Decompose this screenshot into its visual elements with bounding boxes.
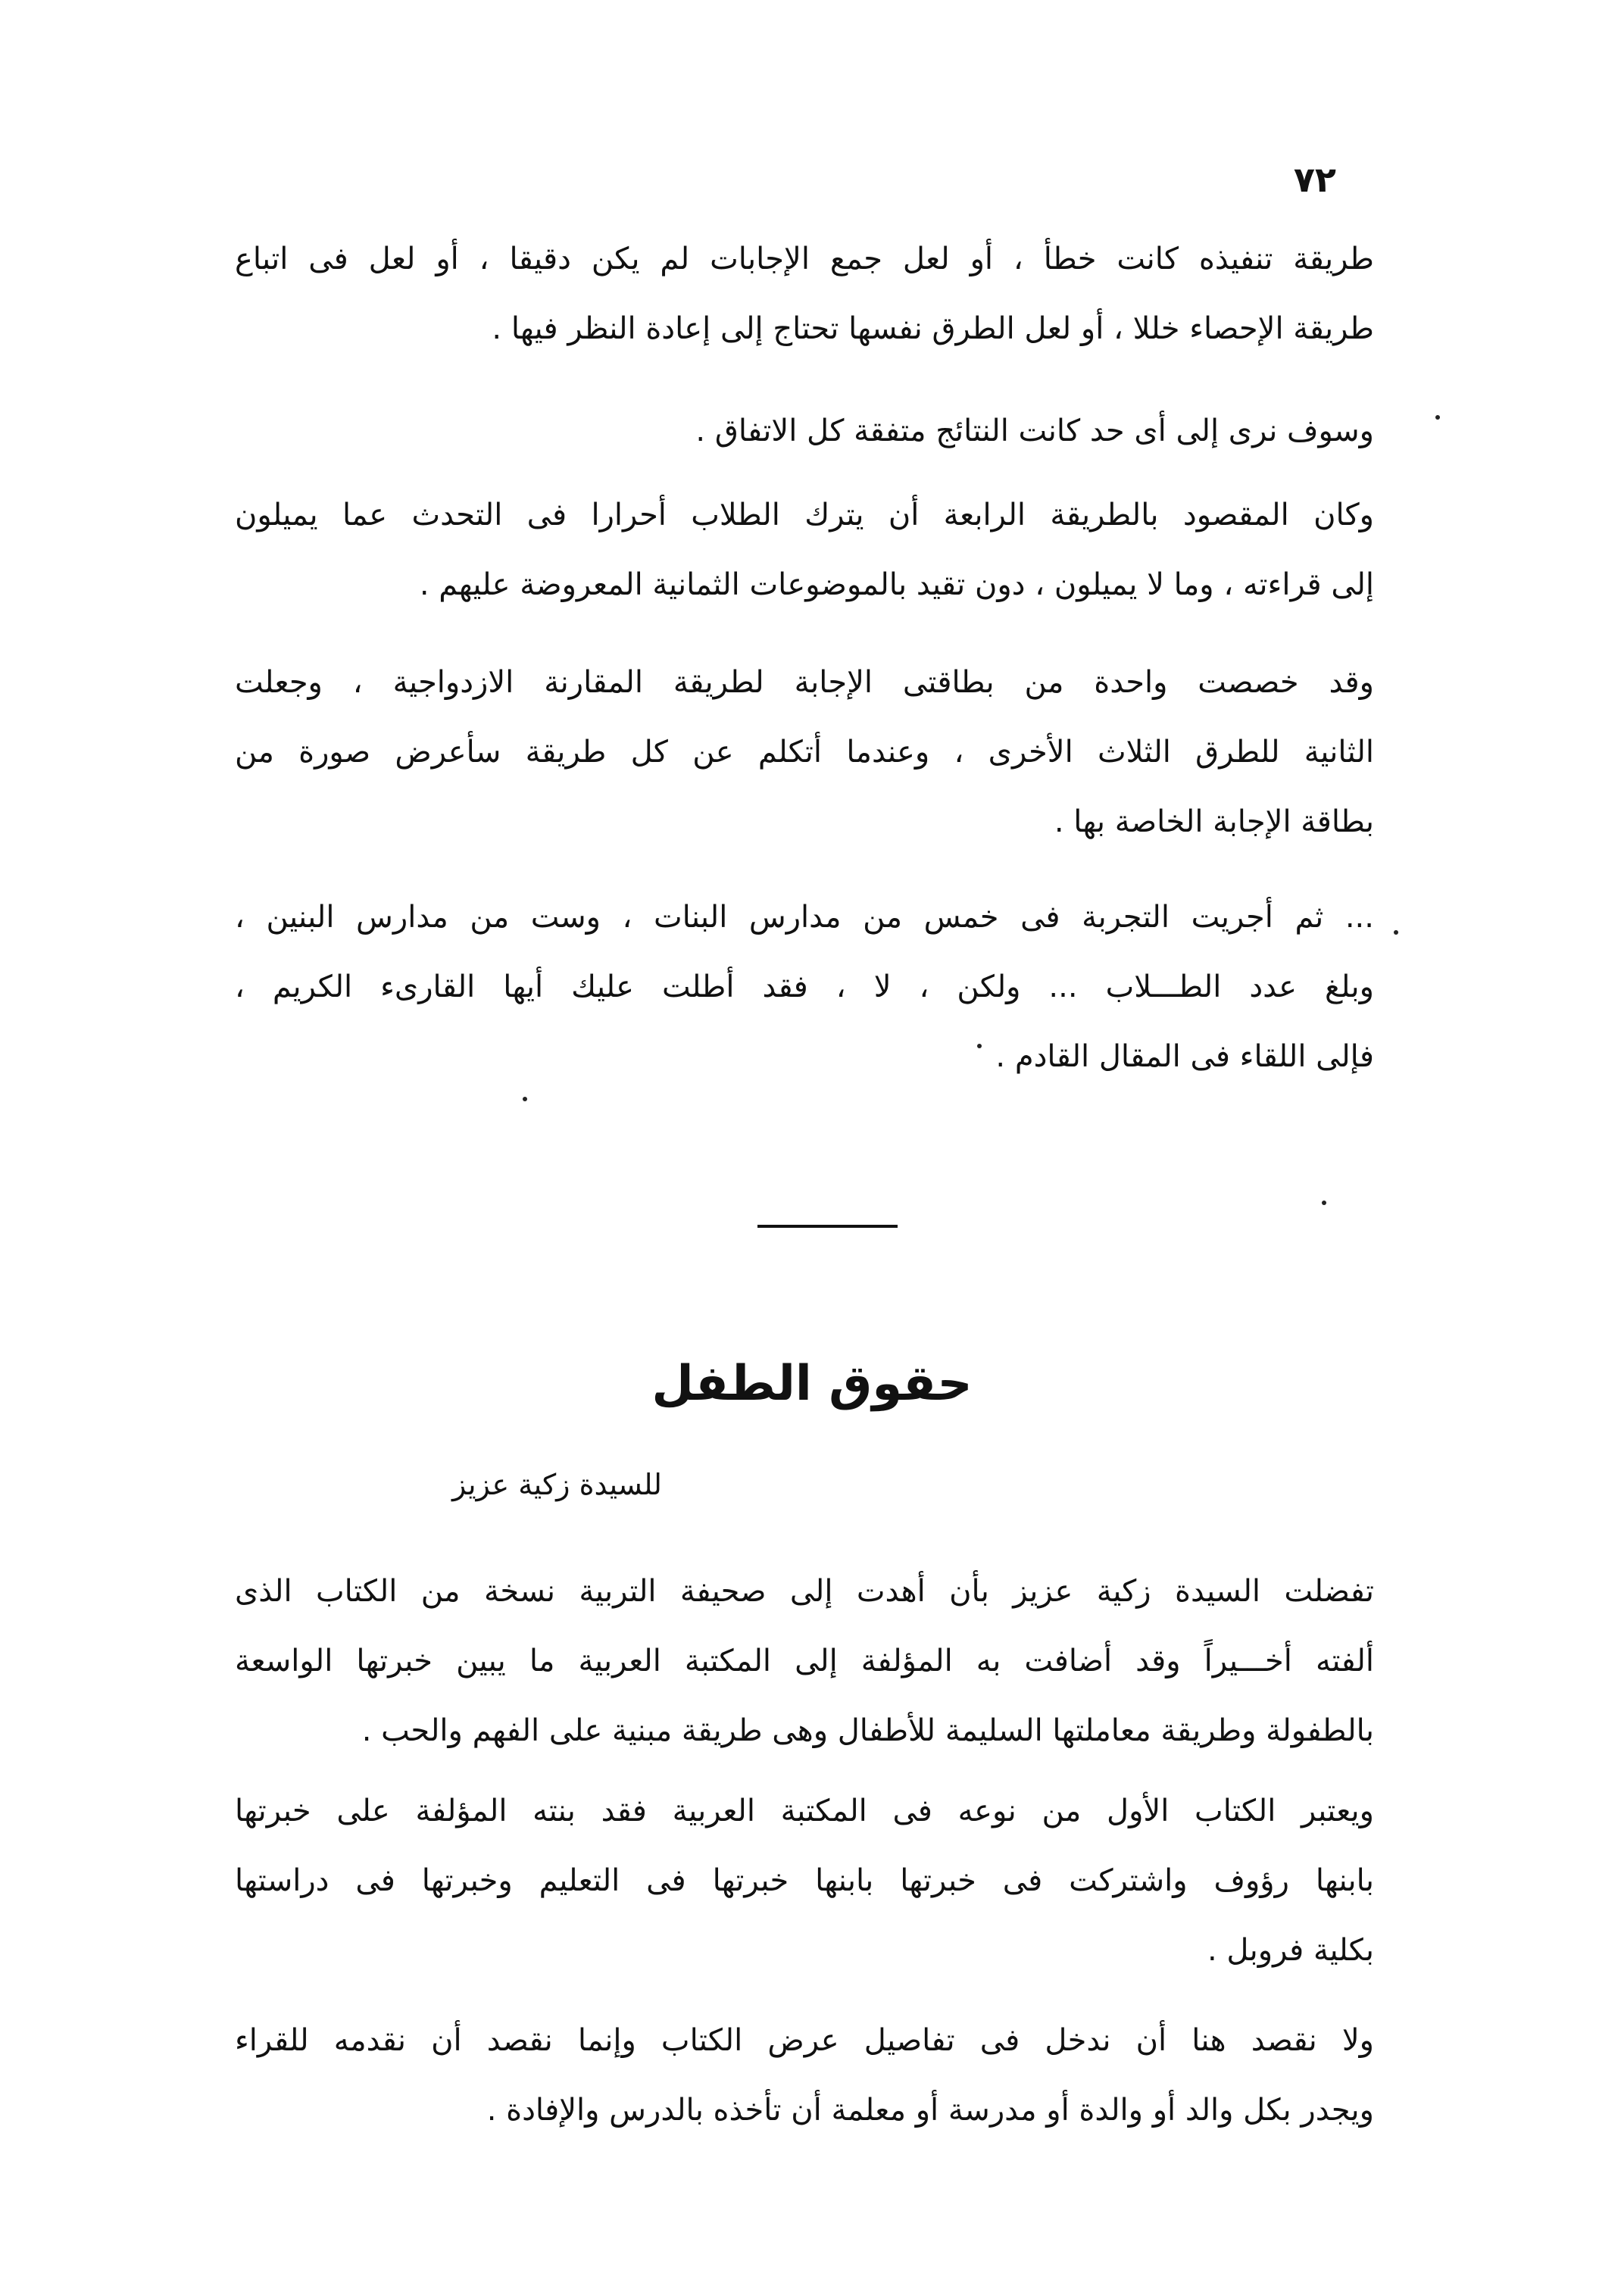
paragraph-line: تفضلت السيدة زكية عزيز بأن أهدت إلى صحيفة التربية نسخة من الكتاب الذى — [235, 1574, 1374, 1609]
paragraph-line: إلى قراءته ، وما لا يميلون ، دون تقيد بالموضوعات الثمانية المعروضة عليهم . — [419, 567, 1374, 602]
paragraph-4 — [235, 648, 1374, 857]
paragraph-5 — [235, 882, 1374, 1091]
paragraph-line: بابنها رؤوف واشتركت فى خبرتها بابنها خبرتها فى التعليم وخبرتها فى دراستها — [235, 1863, 1374, 1898]
paragraph-line: ألفته أخـــيراً وقد أضافت به المؤلفة إلى المكتبة العربية ما يبين خبرتها الواسعة — [235, 1644, 1374, 1678]
paragraph-line: ولا نقصد هنا أن ندخل فى تفاصيل عرض الكتاب وإنما نقصد أن نقدمه للقراء — [235, 2023, 1374, 2058]
scan-speck — [523, 1097, 527, 1101]
scan-speck — [1322, 1201, 1326, 1205]
paragraph-line: ... ثم أجريت التجربة فى خمس من مدارس البنات ، وست من مدارس البنين ، — [235, 900, 1374, 935]
paragraph-line: طريقة تنفيذه كانت خطأ ، أو لعل جمع الإجابات لم يكن دقيقا ، أو لعل فى اتباع — [235, 242, 1374, 276]
paragraph-line: ويعتبر الكتاب الأول من نوعه فى المكتبة العربية فقد بنته المؤلفة على خبرتها — [235, 1794, 1374, 1828]
paragraph-line: طريقة الإحصاء خللا ، أو لعل الطرق نفسها تحتاج إلى إعادة النظر فيها . — [492, 311, 1374, 346]
paragraph-line: بكلية فروبل . — [1207, 1933, 1374, 1968]
article-paragraph-2 — [235, 1776, 1374, 1985]
paragraph-2 — [235, 396, 1374, 466]
paragraph-line: ويجدر بكل والد أو والدة أو مدرسة أو معلمة أن تأخذه بالدرس والإفادة . — [486, 2093, 1374, 2128]
paragraph-line: وبلغ عدد الطـــلاب ... ولكن ، لا ، فقد أطلت عليك أيها القارىء الكريم ، — [235, 970, 1374, 1004]
paragraph-1 — [235, 224, 1374, 364]
paragraph-line: وقد خصصت واحدة من بطاقتى الإجابة لطريقة المقارنة الازدواجية ، وجعلت — [235, 665, 1374, 700]
page-number: ٧٢ — [1293, 159, 1336, 200]
article-author: للسيدة زكية عزيز — [451, 1468, 662, 1501]
article-title: حقوق الطفل — [651, 1356, 973, 1412]
paragraph-line: وسوف نرى إلى أى حد كانت النتائج متفقة كل الاتفاق . — [695, 414, 1374, 448]
paragraph-line: بالطفولة وطريقة معاملتها السليمة للأطفال وهى طريقة مبنية على الفهم والحب . — [361, 1713, 1374, 1748]
paragraph-3 — [235, 480, 1374, 620]
paragraph-line: الثانية للطرق الثلاث الأخرى ، وعندما أتكلم عن كل طريقة سأعرض صورة من — [235, 735, 1374, 770]
article-paragraph-3 — [235, 2006, 1374, 2145]
article-paragraph-1 — [235, 1557, 1374, 1766]
scan-speck — [1435, 415, 1440, 420]
paragraph-line: فإلى اللقاء فى المقال القادم . — [995, 1039, 1374, 1074]
paragraph-line: بطاقة الإجابة الخاصة بها . — [1054, 804, 1374, 839]
scan-speck — [977, 1044, 982, 1048]
paragraph-line: وكان المقصود بالطريقة الرابعة أن يترك الطلاب أحرارا فى التحدث عما يميلون — [235, 498, 1374, 532]
section-divider — [757, 1225, 898, 1228]
scan-speck — [1394, 930, 1398, 935]
